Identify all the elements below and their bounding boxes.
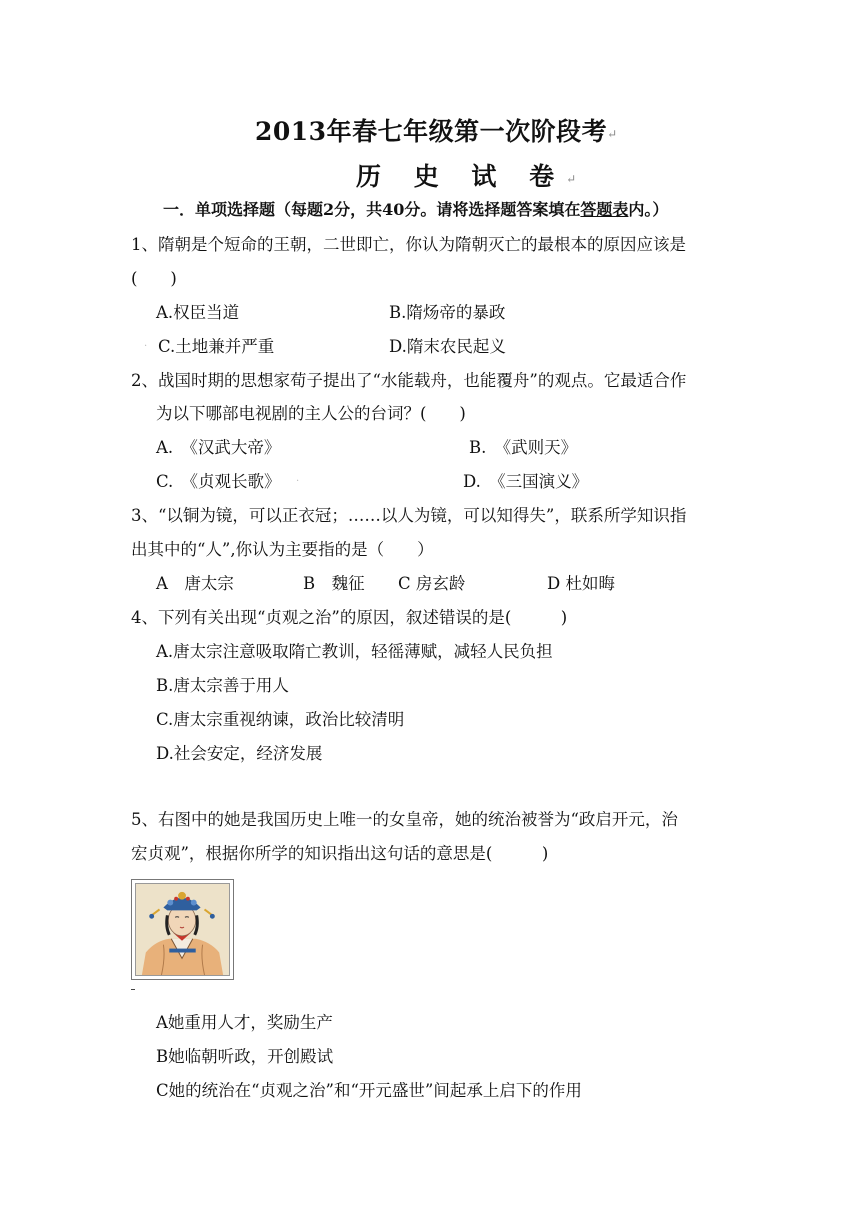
question-3-stem: 3、“以铜为镜，可以正衣冠；……以人为镜，可以知得失”，联系所学知识指 — [131, 506, 687, 525]
question-1-option-a: A.权臣当道 — [156, 303, 240, 322]
question-1-option-d: D.隋末农民起义 — [389, 337, 506, 356]
paragraph-mark-icon: ↵ — [607, 127, 618, 141]
stray-mark — [131, 989, 135, 990]
question-2-stem-cont: 为以下哪部电视剧的主人公的台词？( ) — [156, 404, 466, 423]
question-4-option-d: D.社会安定，经济发展 — [156, 744, 323, 763]
question-3-option-d: D 杜如晦 — [547, 574, 615, 593]
section-heading: 一．单项选择题（每题2分，共40分。请将选择题答案填在答题表内。） — [163, 200, 669, 219]
answer-table-link-text: 答题表 — [580, 200, 629, 219]
paragraph-mark-icon: ↵ — [566, 172, 577, 186]
question-4-option-c: C.唐太宗重视纳谏，政治比较清明 — [156, 710, 405, 729]
question-4-option-a: A.唐太宗注意吸取隋亡教训，轻徭薄赋，减轻人民负担 — [156, 642, 553, 661]
question-1-option-c: C.土地兼并严重 — [158, 337, 275, 356]
question-5-option-b: B她临朝听政，开创殿试 — [156, 1047, 334, 1066]
stray-dot: . — [296, 473, 300, 484]
question-5-option-a: A她重用人才，奖励生产 — [156, 1013, 333, 1032]
question-5-stem-cont: 宏贞观”，根据你所学的知识指出这句话的意思是( ) — [131, 844, 549, 863]
exam-title: 2013年春七年级第一次阶段考↵ — [255, 117, 618, 146]
empress-wu-portrait — [131, 879, 234, 980]
question-4-stem: 4、下列有关出现“贞观之治”的原因，叙述错误的是( ) — [131, 608, 568, 627]
question-3-option-c: C 房玄龄 — [398, 574, 466, 593]
question-1-option-b: B.隋炀帝的暴政 — [389, 303, 506, 322]
question-2-option-b: B. 《武则天》 — [469, 438, 578, 457]
question-2-option-d: D. 《三国演义》 — [463, 472, 589, 491]
question-1-blank: ( ) — [131, 269, 177, 288]
exam-subtitle: 历 史 试 卷↵ — [356, 162, 577, 191]
question-4-option-b: B.唐太宗善于用人 — [156, 676, 289, 695]
question-2-option-c: C. 《贞观长歌》 — [156, 472, 281, 491]
question-3-stem-cont: 出其中的“人”,你认为主要指的是（ ） — [131, 540, 434, 559]
question-1-stem: 1、隋朝是个短命的王朝，二世即亡，你认为隋朝灭亡的最根本的原因应该是 — [131, 235, 686, 254]
question-3-option-a: A 唐太宗 — [156, 574, 234, 593]
question-2-option-a: A. 《汉武大帝》 — [156, 438, 281, 457]
question-5-option-c: C她的统治在“贞观之治”和“开元盛世”间起承上启下的作用 — [156, 1081, 582, 1100]
question-5-stem: 5、右图中的她是我国历史上唯一的女皇帝，她的统治被誉为“政启开元，治 — [131, 810, 678, 829]
question-2-stem: 2、战国时期的思想家荀子提出了“水能载舟，也能覆舟”的观点。它最适合作 — [131, 371, 687, 390]
question-3-option-b: B 魏征 — [303, 574, 365, 593]
stray-dot: . — [144, 338, 148, 349]
